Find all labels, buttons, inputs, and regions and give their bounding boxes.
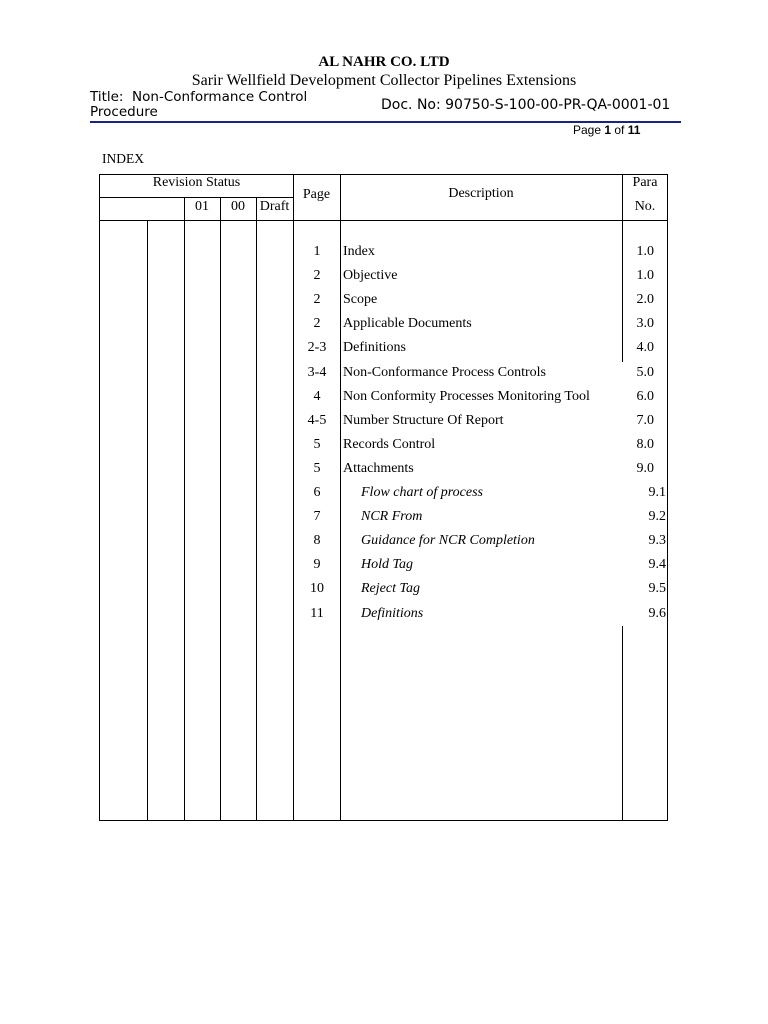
- row-page: 7: [313, 509, 321, 525]
- row-page: 10: [310, 581, 324, 597]
- page-current: 1: [604, 123, 612, 137]
- project-title: Sarir Wellfield Development Collector Pipelines Extensions: [191, 72, 577, 89]
- table-row: [0, 292, 768, 312]
- row-para-number: 6.0: [636, 388, 654, 404]
- row-para-number: 8.0: [636, 436, 654, 452]
- row-page: 6: [313, 485, 321, 500]
- row-para-number: 9.4: [648, 557, 666, 573]
- page-number: [573, 123, 640, 137]
- document-title-line1: Title: Non-Conformance Control: [90, 89, 308, 105]
- row-page: 9: [313, 557, 321, 573]
- row-page: 4-5: [307, 412, 327, 428]
- page-prefix: Page: [573, 123, 605, 137]
- row-page: 5: [313, 460, 321, 476]
- row-description: NCR From: [361, 509, 423, 525]
- revision-status-header: Revision Status: [152, 175, 241, 190]
- row-description: Hold Tag: [361, 557, 414, 573]
- company-name: AL NAHR CO. LTD: [318, 54, 450, 70]
- table-row: [0, 316, 768, 336]
- row-para-number: 9.5: [648, 581, 666, 597]
- row-description: Flow chart of process: [361, 485, 483, 500]
- table-row: [0, 413, 768, 433]
- document-number: Doc. No: 90750-S-100-00-PR-QA-0001-01: [381, 97, 671, 113]
- row-page: 11: [310, 605, 324, 621]
- row-page: 2: [313, 316, 321, 332]
- row-para-number: 9.6: [648, 605, 666, 621]
- row-para-number: 1.0: [636, 268, 654, 284]
- row-para-number: 9.2: [648, 509, 666, 525]
- table-row: [0, 581, 768, 601]
- index-heading: INDEX: [102, 151, 144, 166]
- table-row: [0, 557, 768, 577]
- row-para-number: 5.0: [636, 364, 654, 380]
- page-total: 11: [627, 123, 641, 137]
- page-header: Page: [302, 187, 331, 202]
- para-header-line1: Para: [632, 175, 658, 190]
- table-row: [0, 437, 768, 457]
- row-description: Non Conformity Processes Monitoring Tool: [343, 388, 590, 404]
- row-para-number: 9.3: [648, 533, 666, 549]
- table-row: [0, 365, 768, 385]
- row-para-number: 4.0: [636, 340, 654, 356]
- row-page: 4: [313, 388, 321, 404]
- row-page: 2-3: [307, 340, 327, 356]
- rev-00-header: 00: [231, 199, 245, 214]
- row-para-number: 2.0: [636, 292, 654, 308]
- table-row: [0, 485, 768, 505]
- row-para-number: 7.0: [636, 412, 654, 428]
- table-row: [0, 389, 768, 409]
- para-col-rule-bottom: [622, 626, 623, 821]
- row-description: Applicable Documents: [343, 316, 472, 332]
- rev-01-header: 01: [195, 199, 209, 214]
- row-description: Scope: [343, 292, 378, 308]
- row-page: 2: [313, 268, 321, 284]
- row-para-number: 1.0: [636, 244, 654, 259]
- row-description: Objective: [343, 268, 398, 284]
- row-para-number: 3.0: [636, 316, 654, 332]
- row-page: 2: [313, 292, 321, 308]
- table-row: [0, 461, 768, 481]
- rev-draft-header: Draft: [259, 199, 290, 214]
- revision-subheader-rule: [99, 197, 294, 198]
- row-para-number: 9.1: [648, 485, 666, 500]
- row-description: Guidance for NCR Completion: [361, 533, 535, 549]
- page-of: of: [611, 123, 628, 137]
- row-description: Reject Tag: [361, 581, 420, 597]
- table-row: [0, 606, 768, 626]
- row-description: Index: [343, 244, 375, 259]
- description-header: Description: [448, 186, 514, 201]
- row-para-number: 9.0: [636, 460, 654, 476]
- para-header-line2: No.: [634, 199, 656, 214]
- row-description: Attachments: [343, 460, 414, 476]
- table-row: [0, 244, 768, 264]
- row-page: 3-4: [307, 364, 327, 380]
- row-page: 8: [313, 533, 321, 549]
- table-row: [0, 340, 768, 360]
- row-page: 5: [313, 436, 321, 452]
- row-description: Non-Conformance Process Controls: [343, 364, 546, 380]
- document-title-line2: Procedure: [90, 104, 158, 120]
- row-description: Records Control: [343, 436, 436, 452]
- row-page: 1: [313, 244, 321, 259]
- table-row: [0, 533, 768, 553]
- table-row: [0, 509, 768, 529]
- row-description: Definitions: [361, 605, 424, 621]
- table-row: [0, 268, 768, 288]
- row-description: Number Structure Of Report: [343, 412, 504, 428]
- row-description: Definitions: [343, 340, 406, 356]
- document-title: [90, 90, 350, 120]
